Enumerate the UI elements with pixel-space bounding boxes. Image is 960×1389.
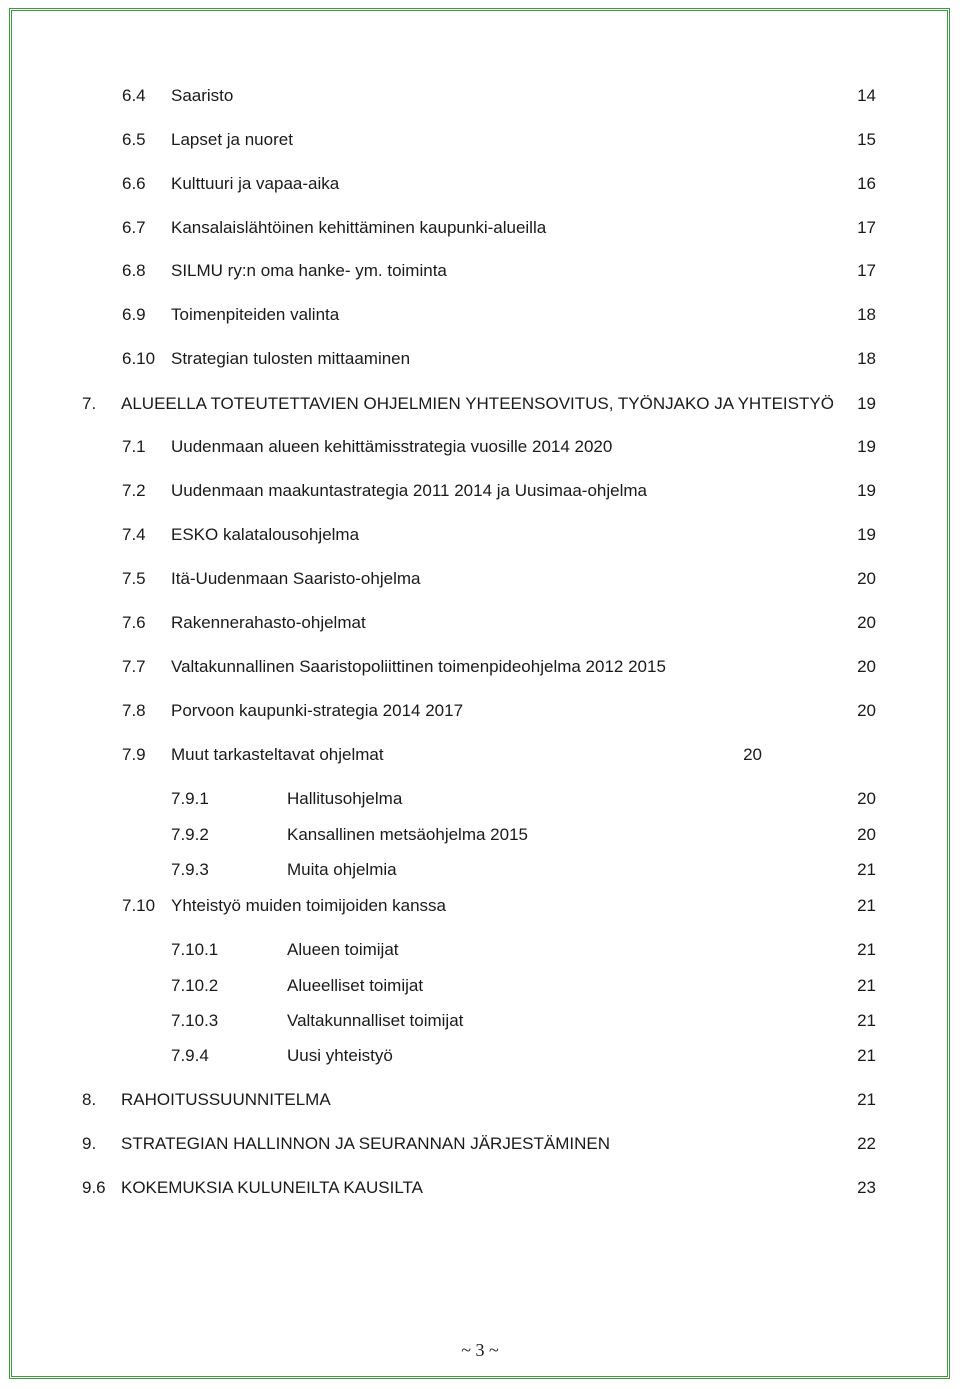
toc-page: 20 [857, 789, 876, 808]
toc-number: 7.9.2 [171, 825, 209, 844]
toc-title: Itä-Uudenmaan Saaristo-ohjelma [171, 569, 421, 588]
toc-number: 7.4 [122, 525, 146, 544]
toc-title: Alueen toimijat [287, 940, 399, 959]
toc-number: 7.10 [122, 896, 156, 915]
toc-title: Alueelliset toimijat [287, 976, 424, 995]
toc-number: 6.7 [122, 218, 146, 237]
toc-title: Lapset ja nuoret [171, 130, 293, 149]
toc-page: 21 [857, 1090, 876, 1109]
toc-title: Kulttuuri ja vapaa-aika [171, 174, 340, 193]
toc-page: 23 [857, 1178, 876, 1197]
toc-title: Toimenpiteiden valinta [171, 305, 340, 324]
toc-page: 20 [857, 825, 876, 844]
toc-title: Kansalaislähtöinen kehittäminen kaupunki-alueilla [171, 218, 547, 237]
toc-title: RAHOITUSSUUNNITELMA [121, 1090, 331, 1109]
toc-number: 7.9.3 [171, 860, 209, 879]
toc-page: 19 [857, 394, 876, 413]
toc-number: 7.9.1 [171, 789, 209, 808]
toc-page: 17 [857, 218, 876, 237]
toc-number: 7.6 [122, 613, 146, 632]
toc-title: Kansallinen metsäohjelma 2015 [287, 825, 528, 844]
toc-number: 6.5 [122, 130, 146, 149]
toc-page: 15 [857, 130, 876, 149]
toc-number: 7.8 [122, 701, 146, 720]
toc-number: 8. [82, 1090, 97, 1109]
toc-title: Valtakunnalliset toimijat [287, 1011, 464, 1030]
toc-title: Yhteistyö muiden toimijoiden kanssa [171, 896, 446, 915]
toc-page: 21 [857, 1046, 876, 1065]
toc-title: Uudenmaan alueen kehittämisstrategia vuosille 2014 2020 [171, 437, 613, 456]
toc-title: Saaristo [171, 86, 234, 105]
toc-title: Muita ohjelmia [287, 860, 397, 879]
toc-page: 20 [743, 745, 762, 764]
toc-number: 7.7 [122, 657, 146, 676]
toc-title: Strategian tulosten mittaaminen [171, 349, 411, 368]
toc-number: 7.9 [122, 745, 146, 764]
toc-title: STRATEGIAN HALLINNON JA SEURANNAN JÄRJESTÄMINEN [121, 1134, 610, 1153]
toc-page: 16 [857, 174, 876, 193]
toc-number: 7.9.4 [171, 1046, 209, 1065]
toc-page: 20 [857, 569, 876, 588]
toc-number: 6.6 [122, 174, 146, 193]
toc-page: 20 [857, 701, 876, 720]
toc-page: 22 [857, 1134, 876, 1153]
page-number: ~ 3 ~ [461, 1340, 499, 1360]
toc-page: 18 [857, 305, 876, 324]
toc-page: 18 [857, 349, 876, 368]
toc-page: 21 [857, 1011, 876, 1030]
toc-page: 20 [857, 657, 876, 676]
toc-page: 19 [857, 525, 876, 544]
toc-page: 21 [857, 896, 876, 915]
toc-number: 6.10 [122, 349, 156, 368]
toc-page: 21 [857, 860, 876, 879]
toc-page: 19 [857, 481, 876, 500]
toc-title: SILMU ry:n oma hanke- ym. toiminta [171, 261, 447, 280]
toc-number: 7.10.3 [171, 1011, 219, 1030]
toc-number: 6.4 [122, 86, 146, 105]
toc-number: 7.5 [122, 569, 146, 588]
toc-title: Hallitusohjelma [287, 789, 403, 808]
toc-page: 21 [857, 940, 876, 959]
toc-title: Rakennerahasto-ohjelmat [171, 613, 366, 632]
toc-number: 6.8 [122, 261, 146, 280]
toc-number: 7.10.1 [171, 940, 219, 959]
toc-page: 21 [857, 976, 876, 995]
toc-title: ESKO kalatalousohjelma [171, 525, 360, 544]
toc-title: Porvoon kaupunki-strategia 2014 2017 [171, 701, 464, 720]
toc-number: 9. [82, 1134, 97, 1153]
toc-page: 20 [857, 613, 876, 632]
toc-number: 7.2 [122, 481, 146, 500]
toc-number: 7. [82, 394, 97, 413]
toc-page: 14 [857, 86, 876, 105]
toc-title: Muut tarkasteltavat ohjelmat [171, 745, 384, 764]
toc-number: 6.9 [122, 305, 146, 324]
toc-title: Valtakunnallinen Saaristopoliittinen toimenpideohjelma 2012 2015 [171, 657, 666, 676]
toc-page: 17 [857, 261, 876, 280]
toc-number: 7.1 [122, 437, 146, 456]
toc-title: Uudenmaan maakuntastrategia 2011 2014 ja Uusimaa-ohjelma [171, 481, 647, 500]
page-border [9, 8, 950, 1379]
toc-title: Uusi yhteistyö [287, 1046, 393, 1065]
toc-page: 19 [857, 437, 876, 456]
toc-number: 9.6 [82, 1178, 106, 1197]
toc-number: 7.10.2 [171, 976, 219, 995]
toc-title: ALUEELLA TOTEUTETTAVIEN OHJELMIEN YHTEENSOVITUS, TYÖNJAKO JA YHTEISTYÖ [121, 394, 834, 413]
toc-title: KOKEMUKSIA KULUNEILTA KAUSILTA [121, 1178, 423, 1197]
